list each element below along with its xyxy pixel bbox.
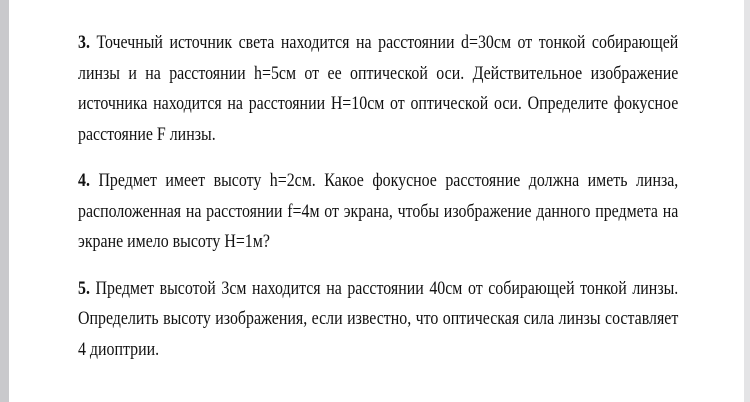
problem-number: 5. bbox=[78, 278, 90, 299]
problem-text: Точечный источник света находится на расстоянии d=30см от тонкой собирающей линзы и на расстоянии h=5см от ее оптической оси. Действительное изображение источника находится на расстоянии H=10см от оптической оси. Определите фокусное расстояние F линзы. bbox=[78, 33, 679, 145]
problem-4 bbox=[78, 166, 678, 258]
right-border-strip bbox=[744, 0, 750, 402]
problem-number: 3. bbox=[78, 33, 90, 53]
problem-5 bbox=[78, 274, 678, 366]
problem-text: Предмет высотой 3см находится на расстоянии 40см от собирающей тонкой линзы. Определить высоту изображения, если известно, что оптическая сила линзы составляет 4 диоптрии. bbox=[78, 278, 679, 360]
problem-text: Предмет имеет высоту h=2см. Какое фокусное расстояние должна иметь линза, расположенная на расстоянии f=4м от экрана, чтобы изображение данного предмета на экране имело высоту H=1м? bbox=[78, 171, 679, 252]
problem-list bbox=[78, 28, 678, 381]
problem-number: 4. bbox=[78, 171, 90, 191]
problem-3 bbox=[78, 28, 678, 150]
left-border-strip bbox=[0, 0, 9, 402]
